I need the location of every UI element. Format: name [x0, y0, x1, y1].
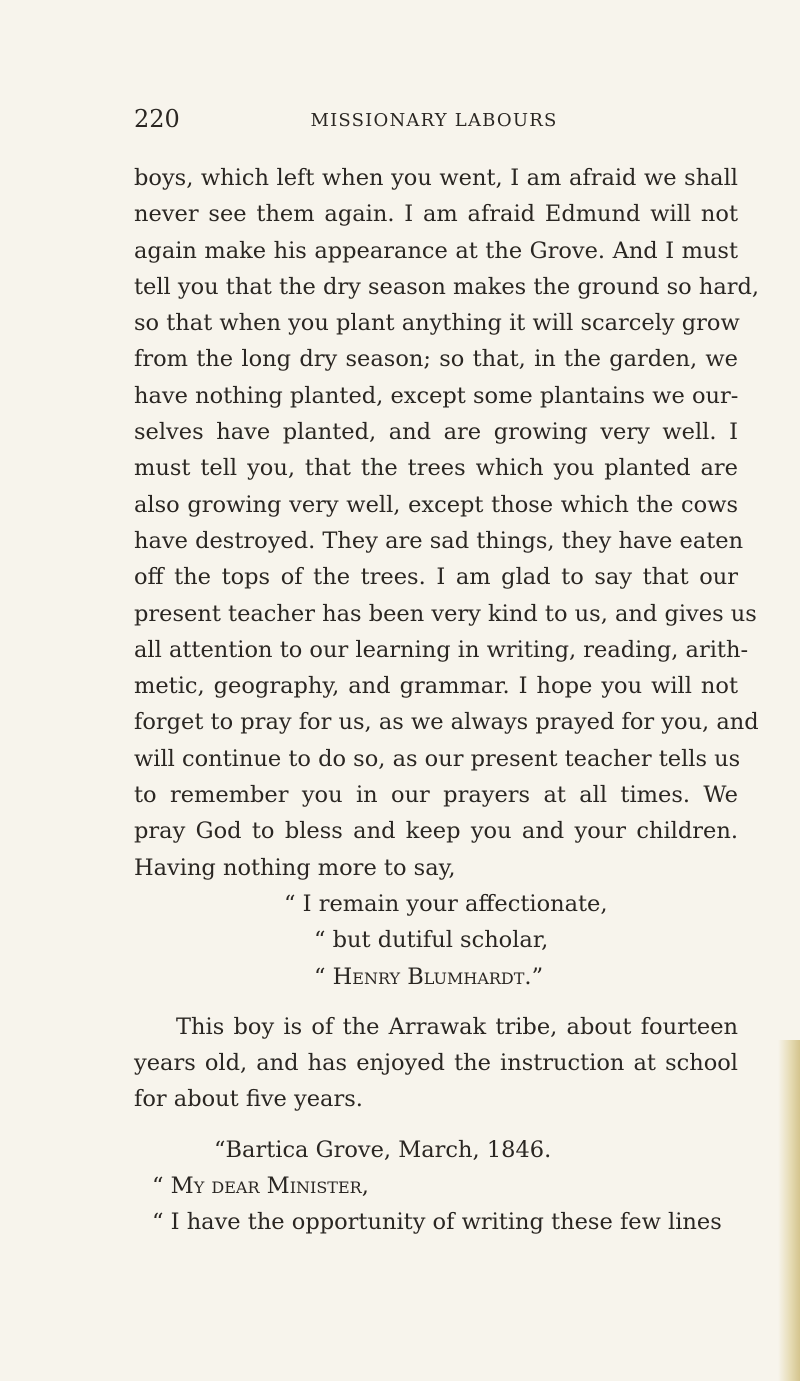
- body-text: [134, 160, 760, 1241]
- text-line: boys, which left when you went, I am afraid we shall: [134, 165, 738, 191]
- text-line: pray God to bless and keep you and your children.: [134, 818, 738, 845]
- text-line: all attention to our learning in writing, reading, arith-: [134, 636, 749, 663]
- page-number: 220: [134, 105, 180, 133]
- running-head: MISSIONARY LABOURS: [310, 110, 558, 131]
- text-line: from the long dry season; so that, in the garden, we: [134, 346, 738, 373]
- dateline: “Bartica Grove, March, 1846.: [214, 1136, 552, 1163]
- text-line: must tell you, that the trees which you planted are: [134, 455, 738, 482]
- text-line: forget to pray for us, as we always prayed for you, and: [134, 709, 759, 736]
- text-line: This boy is of the Arrawak tribe, about fourteen: [176, 1013, 738, 1040]
- closing-line: “ I remain your affectionate,: [284, 890, 608, 917]
- closing-line: “ but dutiful scholar,: [314, 927, 549, 954]
- text-line: have destroyed. They are sad things, they have eaten: [134, 527, 744, 554]
- text-line: years old, and has enjoyed the instruction at school: [134, 1050, 738, 1077]
- text-line: selves have planted, and are growing very well. I: [134, 419, 738, 446]
- text-line: “ I have the opportunity of writing these few lines: [152, 1209, 722, 1236]
- text-line: for about five years.: [134, 1086, 363, 1113]
- text-line: so that when you plant anything it will scarcely grow: [134, 310, 740, 337]
- text-line: present teacher has been very kind to us, and gives us: [134, 600, 757, 627]
- text-line: have nothing planted, except some plantains we our-: [134, 382, 739, 409]
- text-line: never see them again. I am afraid Edmund will not: [134, 201, 738, 228]
- text-line: metic, geography, and grammar. I hope you will not: [134, 673, 738, 700]
- text-line: again make his appearance at the Grove. And I must: [134, 237, 738, 264]
- text-line: to remember you in our prayers at all times. We: [134, 782, 738, 809]
- page-header: [134, 104, 734, 134]
- page-edge-discoloration: [778, 1040, 800, 1381]
- text-line: Having nothing more to say,: [134, 854, 456, 881]
- text-line: also growing very well, except those which the cows: [134, 491, 738, 518]
- paragraph-gap: [134, 1118, 738, 1132]
- text-line: tell you that the dry season makes the ground so hard,: [134, 273, 760, 300]
- text-line: will continue to do so, as our present teacher tells us: [134, 745, 741, 772]
- paragraph-gap: [134, 995, 738, 1009]
- signature: “ Henry Blumhardt.”: [314, 963, 544, 990]
- salutation: “ My dear Minister,: [152, 1173, 369, 1200]
- text-line: off the tops of the trees. I am glad to say that our: [134, 564, 738, 591]
